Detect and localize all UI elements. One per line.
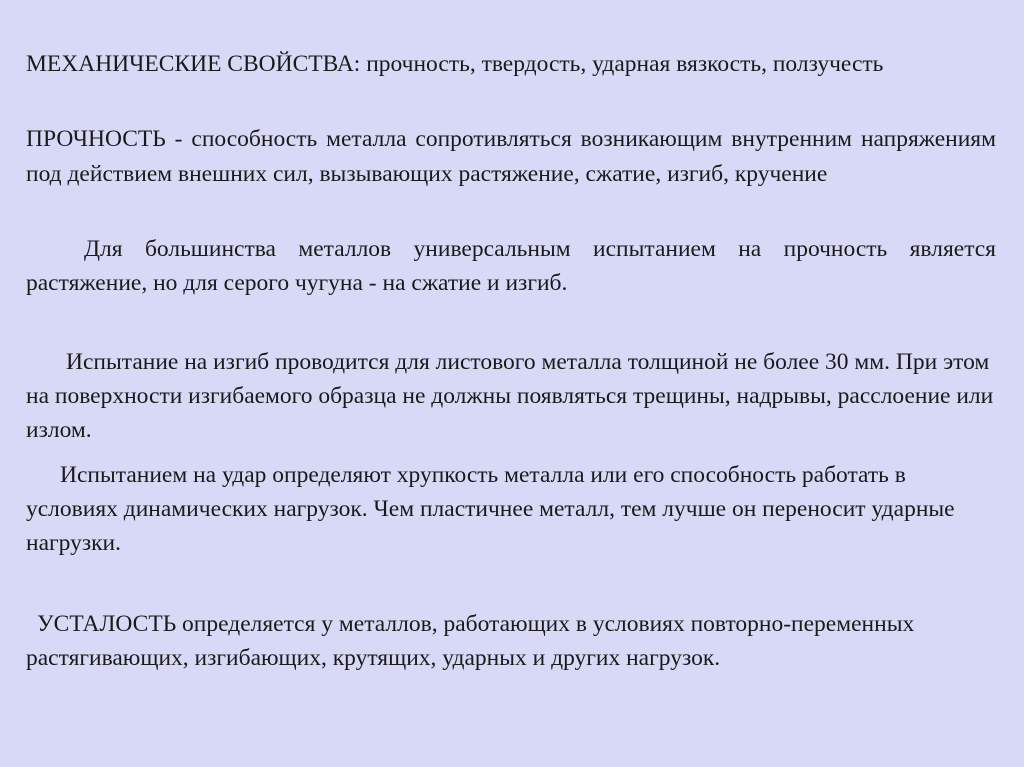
strength-definition-paragraph: ПРОЧНОСТЬ - способность металла сопротивляться возникающим внутренним напряжениям под действием внешних сил, вызывающих растяжение, сжатие, изгиб, кручение <box>26 126 996 187</box>
bend-test-paragraph: Испытание на изгиб проводится для листового металла толщиной не более 30 мм. При этом на поверхности изгибаемого образца не должны появляться трещины, надрывы, расслоение или излом. <box>26 349 994 443</box>
mechanical-properties-paragraph: МЕХАНИЧЕСКИЕ СВОЙСТВА: прочность, твердость, ударная вязкость, ползучесть <box>26 51 884 77</box>
strength-testing-paragraph: Для большинства металлов универсальным испытанием на прочность является растяжение, но для серого чугуна - на сжатие и изгиб. <box>26 236 996 296</box>
impact-test-paragraph: Испытанием на удар определяют хрупкость металла или его способность работать в условиях динамических нагрузок. Чем пластичнее металл, тем лучше он переносит ударные нагрузки. <box>26 462 955 556</box>
fatigue-paragraph: УСТАЛОСТЬ определяется у металлов, работающих в условиях повторно-переменных растягивающих, изгибающих, крутящих, ударных и других нагрузок. <box>26 611 915 671</box>
